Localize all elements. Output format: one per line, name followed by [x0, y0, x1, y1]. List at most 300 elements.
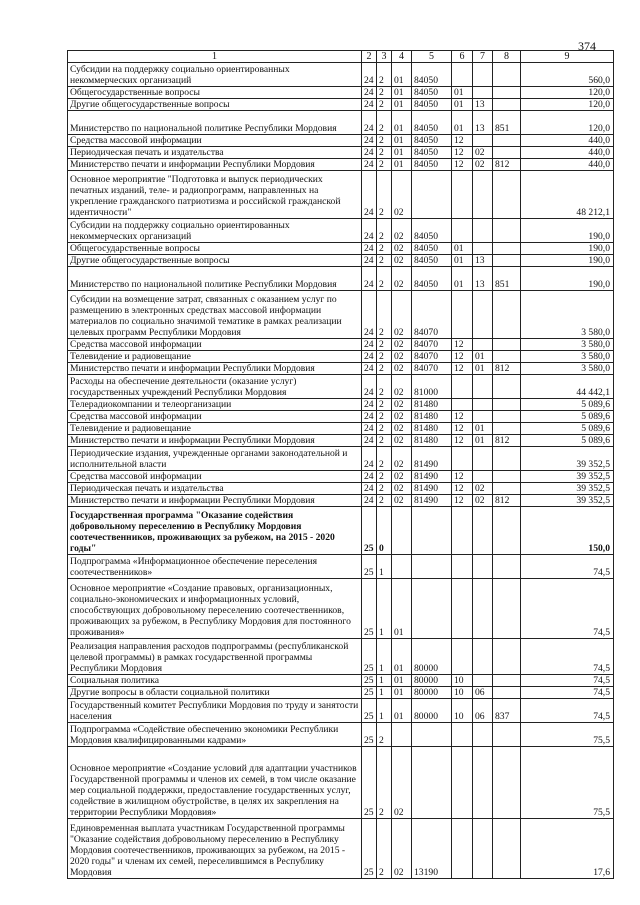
code-cell: 06: [473, 687, 493, 699]
amount-cell: 39 352,5: [521, 495, 614, 507]
amount-cell: 44 442,1: [521, 375, 614, 399]
table-row: [68, 243, 614, 255]
code-cell: 84070: [412, 363, 452, 375]
table-row: [68, 159, 614, 171]
code-cell: 84070: [412, 351, 452, 363]
code-cell: [473, 243, 493, 255]
code-cell: 12: [452, 363, 473, 375]
code-cell: 84050: [412, 147, 452, 159]
code-cell: 81000: [412, 375, 452, 399]
code-cell: 2: [377, 483, 392, 495]
code-cell: 24: [362, 159, 377, 171]
code-cell: [493, 507, 521, 555]
code-cell: 01: [392, 699, 412, 723]
code-cell: 02: [392, 267, 412, 291]
code-cell: 02: [392, 255, 412, 267]
code-cell: 01: [452, 243, 473, 255]
code-cell: 24: [362, 447, 377, 471]
code-cell: [392, 723, 412, 747]
code-cell: [473, 171, 493, 219]
code-cell: [493, 99, 521, 111]
code-cell: 12: [452, 471, 473, 483]
code-cell: [493, 423, 521, 435]
code-cell: 1: [377, 687, 392, 699]
code-cell: 81480: [412, 435, 452, 447]
column-header: 5: [412, 51, 452, 63]
code-cell: 06: [473, 699, 493, 723]
amount-cell: 48 212,1: [521, 171, 614, 219]
row-name-cell: Средства массовой информации: [68, 339, 362, 351]
table-row: [68, 435, 614, 447]
code-cell: 25: [362, 747, 377, 819]
row-name-cell: Подпрограмма «Содействие обеспечению экономики Республики Мордовия квалифицированными кадрами»: [68, 723, 362, 747]
row-name-cell: Телевидение и радиовещание: [68, 351, 362, 363]
code-cell: 01: [392, 687, 412, 699]
code-cell: [452, 291, 473, 339]
code-cell: [493, 555, 521, 579]
table-row: [68, 255, 614, 267]
code-cell: [473, 819, 493, 879]
amount-cell: 190,0: [521, 267, 614, 291]
code-cell: 02: [473, 159, 493, 171]
amount-cell: 74,5: [521, 699, 614, 723]
table-row: [68, 267, 614, 291]
column-header: 9: [521, 51, 614, 63]
row-name-cell: Министерство печати и информации Республики Мордовия: [68, 159, 362, 171]
code-cell: 24: [362, 171, 377, 219]
code-cell: [493, 471, 521, 483]
code-cell: 2: [377, 435, 392, 447]
code-cell: [493, 447, 521, 471]
code-cell: 24: [362, 99, 377, 111]
code-cell: 84050: [412, 63, 452, 87]
amount-cell: 5 089,6: [521, 435, 614, 447]
code-cell: 84070: [412, 291, 452, 339]
code-cell: 01: [392, 159, 412, 171]
code-cell: [452, 447, 473, 471]
code-cell: 12: [452, 495, 473, 507]
code-cell: 837: [493, 699, 521, 723]
code-cell: [473, 675, 493, 687]
table-row: [68, 111, 614, 135]
code-cell: 24: [362, 363, 377, 375]
code-cell: 25: [362, 675, 377, 687]
amount-cell: 74,5: [521, 579, 614, 639]
budget-table: [67, 50, 614, 879]
code-cell: [452, 639, 473, 675]
code-cell: [493, 171, 521, 219]
column-header: 3: [377, 51, 392, 63]
table-row: [68, 483, 614, 495]
table-row: [68, 63, 614, 87]
code-cell: 12: [452, 351, 473, 363]
code-cell: [412, 555, 452, 579]
amount-cell: 39 352,5: [521, 471, 614, 483]
code-cell: 12: [452, 423, 473, 435]
code-cell: 2: [377, 243, 392, 255]
code-cell: 812: [493, 363, 521, 375]
code-cell: [493, 675, 521, 687]
code-cell: 84070: [412, 339, 452, 351]
code-cell: [452, 579, 473, 639]
code-cell: [493, 147, 521, 159]
code-cell: [392, 555, 412, 579]
code-cell: 84050: [412, 219, 452, 243]
code-cell: 10: [452, 675, 473, 687]
code-cell: 01: [392, 63, 412, 87]
row-name-cell: Социальная политика: [68, 675, 362, 687]
table-row: [68, 147, 614, 159]
code-cell: [493, 411, 521, 423]
code-cell: 02: [392, 363, 412, 375]
code-cell: 01: [473, 423, 493, 435]
code-cell: 1: [377, 555, 392, 579]
code-cell: 2: [377, 351, 392, 363]
code-cell: 2: [377, 267, 392, 291]
row-name-cell: Субсидии на поддержку социально ориентированных некоммерческих организаций: [68, 219, 362, 243]
code-cell: 2: [377, 363, 392, 375]
code-cell: 2: [377, 147, 392, 159]
code-cell: 25: [362, 507, 377, 555]
row-name-cell: Подпрограмма «Информационное обеспечение переселения соотечественников»: [68, 555, 362, 579]
code-cell: 2: [377, 399, 392, 411]
amount-cell: 75,5: [521, 723, 614, 747]
column-header: 2: [362, 51, 377, 63]
table-row: [68, 447, 614, 471]
amount-cell: 190,0: [521, 219, 614, 243]
amount-cell: 3 580,0: [521, 351, 614, 363]
code-cell: 80000: [412, 699, 452, 723]
code-cell: [473, 747, 493, 819]
code-cell: 2: [377, 291, 392, 339]
code-cell: 24: [362, 471, 377, 483]
code-cell: 24: [362, 255, 377, 267]
code-cell: 24: [362, 63, 377, 87]
code-cell: 02: [392, 291, 412, 339]
table-row: [68, 135, 614, 147]
code-cell: 24: [362, 267, 377, 291]
code-cell: 2: [377, 339, 392, 351]
table-row: [68, 579, 614, 639]
code-cell: [493, 135, 521, 147]
code-cell: 24: [362, 351, 377, 363]
code-cell: 01: [392, 147, 412, 159]
code-cell: 2: [377, 411, 392, 423]
code-cell: 02: [392, 747, 412, 819]
table-row: [68, 747, 614, 819]
code-cell: 81480: [412, 411, 452, 423]
table-row: [68, 699, 614, 723]
code-cell: 10: [452, 687, 473, 699]
code-cell: 01: [452, 267, 473, 291]
code-cell: 02: [392, 411, 412, 423]
row-name-cell: Реализация направления расходов подпрограммы (республиканской целевой программы) в рамках государственной программы Республики Мордовия: [68, 639, 362, 675]
row-name-cell: Средства массовой информации: [68, 135, 362, 147]
code-cell: 24: [362, 495, 377, 507]
code-cell: 02: [473, 147, 493, 159]
row-name-cell: Периодическая печать и издательства: [68, 147, 362, 159]
table-row: [68, 99, 614, 111]
code-cell: 2: [377, 219, 392, 243]
code-cell: 2: [377, 423, 392, 435]
code-cell: 25: [362, 699, 377, 723]
code-cell: [473, 63, 493, 87]
code-cell: [493, 291, 521, 339]
amount-cell: 74,5: [521, 675, 614, 687]
code-cell: [452, 747, 473, 819]
code-cell: 13: [473, 111, 493, 135]
code-cell: [493, 399, 521, 411]
code-cell: 01: [452, 111, 473, 135]
code-cell: 84050: [412, 87, 452, 99]
table-row: [68, 423, 614, 435]
row-name-cell: Государственная программа "Оказание содействия добровольному переселению в Республику Мордовия соотечественников, проживающих за рубежом, на 2015 - 2020 годы": [68, 507, 362, 555]
code-cell: 81490: [412, 471, 452, 483]
code-cell: 81490: [412, 447, 452, 471]
row-name-cell: Министерство печати и информации Республики Мордовия: [68, 495, 362, 507]
code-cell: 2: [377, 159, 392, 171]
code-cell: [412, 747, 452, 819]
code-cell: [493, 687, 521, 699]
amount-cell: 74,5: [521, 555, 614, 579]
code-cell: 01: [452, 255, 473, 267]
table-row: [68, 363, 614, 375]
amount-cell: 560,0: [521, 63, 614, 87]
code-cell: [473, 579, 493, 639]
code-cell: 12: [452, 135, 473, 147]
code-cell: 812: [493, 495, 521, 507]
row-name-cell: Министерство печати и информации Республики Мордовия: [68, 435, 362, 447]
code-cell: [473, 291, 493, 339]
code-cell: 01: [392, 135, 412, 147]
code-cell: 84050: [412, 255, 452, 267]
code-cell: 84050: [412, 159, 452, 171]
code-cell: [473, 135, 493, 147]
code-cell: 25: [362, 639, 377, 675]
row-name-cell: Министерство по национальной политике Республики Мордовия: [68, 111, 362, 135]
code-cell: [493, 87, 521, 99]
code-cell: [493, 483, 521, 495]
code-cell: [493, 339, 521, 351]
amount-cell: 75,5: [521, 747, 614, 819]
code-cell: 01: [392, 639, 412, 675]
code-cell: [473, 447, 493, 471]
row-name-cell: Телерадиокомпании и телеорганизации: [68, 399, 362, 411]
code-cell: 02: [392, 423, 412, 435]
code-cell: [493, 243, 521, 255]
amount-cell: 39 352,5: [521, 447, 614, 471]
code-cell: 01: [392, 111, 412, 135]
code-cell: [452, 399, 473, 411]
code-cell: 80000: [412, 639, 452, 675]
code-cell: 2: [377, 63, 392, 87]
code-cell: 12: [452, 435, 473, 447]
code-cell: [452, 507, 473, 555]
amount-cell: 3 580,0: [521, 363, 614, 375]
code-cell: 81490: [412, 483, 452, 495]
code-cell: 812: [493, 435, 521, 447]
code-cell: 25: [362, 687, 377, 699]
code-cell: [493, 723, 521, 747]
code-cell: 02: [392, 819, 412, 879]
code-cell: [473, 399, 493, 411]
table-row: [68, 351, 614, 363]
code-cell: 84050: [412, 267, 452, 291]
row-name-cell: Министерство печати и информации Республики Мордовия: [68, 363, 362, 375]
amount-cell: 17,6: [521, 819, 614, 879]
code-cell: [493, 351, 521, 363]
code-cell: [473, 471, 493, 483]
code-cell: 02: [392, 243, 412, 255]
code-cell: 24: [362, 435, 377, 447]
code-cell: 12: [452, 159, 473, 171]
code-cell: [473, 555, 493, 579]
code-cell: 81490: [412, 495, 452, 507]
row-name-cell: Единовременная выплата участникам Государственной программы "Оказание содействия добровольному переселению в Республику Мордовия соотечественников, проживающих за рубежом, на 2015 - 2020 годы" и членам их семей, переселившимся в Республику Мордовия: [68, 819, 362, 879]
row-name-cell: Субсидии на возмещение затрат, связанных с оказанием услуг по размещению в электронных средствах массовой информации материалов по социально значимой тематике в рамках реализации целевых программ Республики Мордовия: [68, 291, 362, 339]
code-cell: [473, 375, 493, 399]
table-row: [68, 399, 614, 411]
code-cell: 02: [392, 219, 412, 243]
code-cell: 24: [362, 339, 377, 351]
code-cell: 24: [362, 483, 377, 495]
code-cell: 02: [473, 483, 493, 495]
code-cell: 2: [377, 471, 392, 483]
code-cell: 851: [493, 267, 521, 291]
code-cell: 24: [362, 423, 377, 435]
amount-cell: 150,0: [521, 507, 614, 555]
table-row: [68, 819, 614, 879]
code-cell: 2: [377, 495, 392, 507]
code-cell: 84050: [412, 243, 452, 255]
code-cell: [452, 219, 473, 243]
code-cell: 12: [452, 339, 473, 351]
code-cell: [473, 723, 493, 747]
amount-cell: 3 580,0: [521, 291, 614, 339]
table-row: [68, 639, 614, 675]
code-cell: [452, 375, 473, 399]
code-cell: 1: [377, 579, 392, 639]
code-cell: [473, 411, 493, 423]
row-name-cell: Другие общегосударственные вопросы: [68, 255, 362, 267]
code-cell: 13190: [412, 819, 452, 879]
column-header: 6: [452, 51, 473, 63]
amount-cell: 190,0: [521, 243, 614, 255]
code-cell: 24: [362, 111, 377, 135]
table-row: [68, 171, 614, 219]
page-number: 374: [578, 39, 596, 53]
code-cell: 2: [377, 747, 392, 819]
code-cell: [392, 507, 412, 555]
code-cell: 2: [377, 87, 392, 99]
row-name-cell: Основное мероприятие «Создание условий для адаптации участников Государственной программы и членов их семей, в том числе оказание мер социальной поддержки, предоставление государственных услуг, содействие в жилищном обустройстве, в целях их закрепления на территории Республики Мордовия»: [68, 747, 362, 819]
code-cell: [473, 219, 493, 243]
code-cell: 2: [377, 447, 392, 471]
code-cell: [473, 339, 493, 351]
code-cell: 24: [362, 243, 377, 255]
column-header: 4: [392, 51, 412, 63]
table-row: [68, 687, 614, 699]
code-cell: 25: [362, 579, 377, 639]
code-cell: 02: [392, 375, 412, 399]
code-cell: 80000: [412, 687, 452, 699]
column-header: 8: [493, 51, 521, 63]
table-row: [68, 507, 614, 555]
code-cell: 2: [377, 99, 392, 111]
code-cell: 01: [473, 435, 493, 447]
code-cell: [493, 579, 521, 639]
code-cell: 1: [377, 639, 392, 675]
code-cell: 02: [392, 435, 412, 447]
row-name-cell: Периодические издания, учрежденные органами законодательной и исполнительной власти: [68, 447, 362, 471]
table-row: [68, 723, 614, 747]
code-cell: 812: [493, 159, 521, 171]
table-row: [68, 219, 614, 243]
table-row: [68, 375, 614, 399]
code-cell: [412, 579, 452, 639]
row-name-cell: Другие вопросы в области социальной политики: [68, 687, 362, 699]
code-cell: 01: [473, 363, 493, 375]
amount-cell: 74,5: [521, 639, 614, 675]
amount-cell: 5 089,6: [521, 423, 614, 435]
row-name-cell: Основное мероприятие «Создание правовых, организационных, социально-экономических и информационных условий, способствующих добровольному переселению соотечественников, проживающих за рубежом, в Республику Мордовия для постоянного проживания»: [68, 579, 362, 639]
code-cell: 01: [392, 99, 412, 111]
row-name-cell: Общегосударственные вопросы: [68, 243, 362, 255]
code-cell: 01: [392, 675, 412, 687]
table-body: [68, 63, 614, 879]
column-header: 1: [68, 51, 362, 63]
row-name-cell: Периодическая печать и издательства: [68, 483, 362, 495]
code-cell: [452, 555, 473, 579]
amount-cell: 74,5: [521, 687, 614, 699]
code-cell: [493, 255, 521, 267]
code-cell: 13: [473, 255, 493, 267]
code-cell: 13: [473, 267, 493, 291]
code-cell: 80000: [412, 675, 452, 687]
amount-cell: 120,0: [521, 99, 614, 111]
code-cell: [493, 375, 521, 399]
row-name-cell: Средства массовой информации: [68, 411, 362, 423]
table-row: [68, 87, 614, 99]
code-cell: 851: [493, 111, 521, 135]
code-cell: [412, 723, 452, 747]
code-cell: 01: [473, 351, 493, 363]
row-name-cell: Министерство по национальной политике Республики Мордовия: [68, 267, 362, 291]
code-cell: 02: [392, 351, 412, 363]
code-cell: 24: [362, 147, 377, 159]
row-name-cell: Телевидение и радиовещание: [68, 423, 362, 435]
code-cell: 2: [377, 255, 392, 267]
code-cell: [493, 63, 521, 87]
code-cell: 01: [392, 87, 412, 99]
code-cell: 2: [377, 111, 392, 135]
code-cell: 2: [377, 135, 392, 147]
row-name-cell: Основное мероприятие "Подготовка и выпуск периодических печатных изданий, теле- и радиопрограмм, направленных на укрепление гражданского патриотизма и российской гражданской идентичности": [68, 171, 362, 219]
code-cell: 24: [362, 375, 377, 399]
code-cell: 0: [377, 507, 392, 555]
code-cell: [412, 171, 452, 219]
amount-cell: 39 352,5: [521, 483, 614, 495]
row-name-cell: Расходы на обеспечение деятельности (оказание услуг) государственных учреждений Республики Мордовия: [68, 375, 362, 399]
table-row: [68, 471, 614, 483]
code-cell: [412, 507, 452, 555]
code-cell: 84050: [412, 135, 452, 147]
code-cell: 2: [377, 723, 392, 747]
code-cell: 81480: [412, 399, 452, 411]
code-cell: 02: [392, 339, 412, 351]
code-cell: 01: [392, 579, 412, 639]
code-cell: [493, 219, 521, 243]
